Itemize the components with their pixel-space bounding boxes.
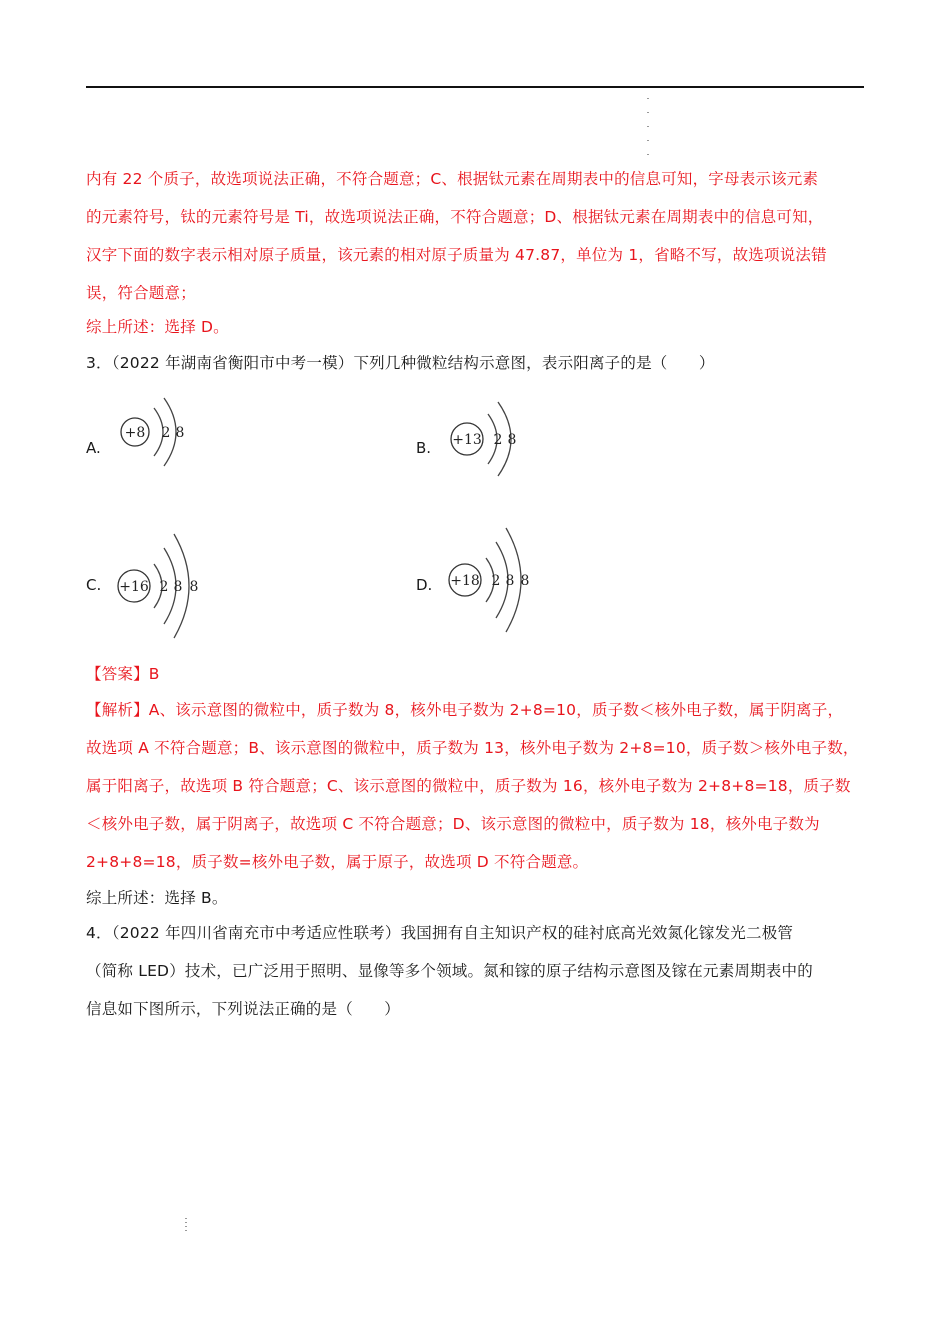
q3-option-d-label: D. <box>416 576 433 594</box>
q4-stem-line-1: 4．（2022 年四川省南充市中考适应性联考）我国拥有自主知识产权的硅衬底高光效氮化镓发光二极管 <box>86 924 794 942</box>
q3-analysis-line-3: 属于阳离子，故选项 B 符合题意；C、该示意图的微粒中，质子数为 16，核外电子数为 2+8+8=18，质子数 <box>86 777 851 795</box>
footer-dots <box>185 1218 187 1232</box>
q4-stem-line-3: 信息如下图所示，下列说法正确的是（ ） <box>86 1000 401 1018</box>
q3-option-c-diagram <box>116 530 216 642</box>
q4-stem-line-2: （简称 LED）技术，已广泛用于照明、显像等多个领域。氮和镓的原子结构示意图及镓在元素周期表中的 <box>86 962 813 980</box>
q3-stem: 3．（2022 年湖南省衡阳市中考一模）下列几种微粒结构示意图，表示阳离子的是（ ） <box>86 354 715 372</box>
nucleus-charge: +13 <box>452 432 482 448</box>
header-rule <box>86 86 864 88</box>
prev-explanation-line-3: 汉字下面的数字表示相对原子质量，该元素的相对原子质量为 47.87，单位为 1，省略不写，故选项说法错 <box>86 246 827 264</box>
shell-electrons-2: 8 <box>175 425 185 441</box>
shell-electrons-2: 8 <box>505 573 515 589</box>
nucleus-charge: +16 <box>119 579 149 595</box>
q3-option-b-label: B. <box>416 439 432 457</box>
shell-electrons-1: 2 <box>493 432 503 448</box>
shell-electrons-1: 2 <box>159 579 169 595</box>
prev-explanation-line-2: 的元素符号，钛的元素符号是 Ti，故选项说法正确，不符合题意；D、根据钛元素在周期表中的信息可知， <box>86 208 824 226</box>
shell-electrons-2: 8 <box>507 432 517 448</box>
shell-electrons-1: 2 <box>491 573 501 589</box>
q3-option-d-diagram <box>446 524 546 636</box>
q3-option-c-label: C. <box>86 576 102 594</box>
nucleus-charge: +18 <box>450 573 480 589</box>
shell-electrons-1: 2 <box>161 425 171 441</box>
margin-dots <box>647 98 649 156</box>
prev-summary: 综上所述：选择 D。 <box>86 318 229 336</box>
shell-electrons-3: 8 <box>189 579 199 595</box>
q3-analysis-line-5: 2+8+8=18，质子数=核外电子数，属于原子，故选项 D 不符合题意。 <box>86 853 589 871</box>
q3-analysis-line-1: 【解析】A、该示意图的微粒中，质子数为 8，核外电子数为 2+8=10，质子数＜核外电子数，属于阴离子， <box>86 701 844 719</box>
q3-option-a-label: A. <box>86 439 101 457</box>
q3-answer: 【答案】B <box>86 665 160 683</box>
q3-option-b-diagram <box>448 394 528 480</box>
q3-analysis-line-2: 故选项 A 不符合题意；B、该示意图的微粒中，质子数为 13，核外电子数为 2+8=10，质子数＞核外电子数， <box>86 739 859 757</box>
shell-electrons-3: 8 <box>520 573 530 589</box>
q3-analysis-line-4: ＜核外电子数，属于阴离子，故选项 C 不符合题意；D、该示意图的微粒中，质子数为 18，核外电子数为 <box>86 815 820 833</box>
prev-explanation-line-1: 内有 22 个质子，故选项说法正确，不符合题意；C、根据钛元素在周期表中的信息可知，字母表示该元素 <box>86 170 819 188</box>
prev-explanation-line-4: 误，符合题意； <box>86 284 196 302</box>
shell-electrons-2: 8 <box>173 579 183 595</box>
nucleus-charge: +8 <box>124 425 146 441</box>
q3-summary: 综上所述：选择 B。 <box>86 889 228 907</box>
q3-option-a-diagram <box>118 388 198 472</box>
